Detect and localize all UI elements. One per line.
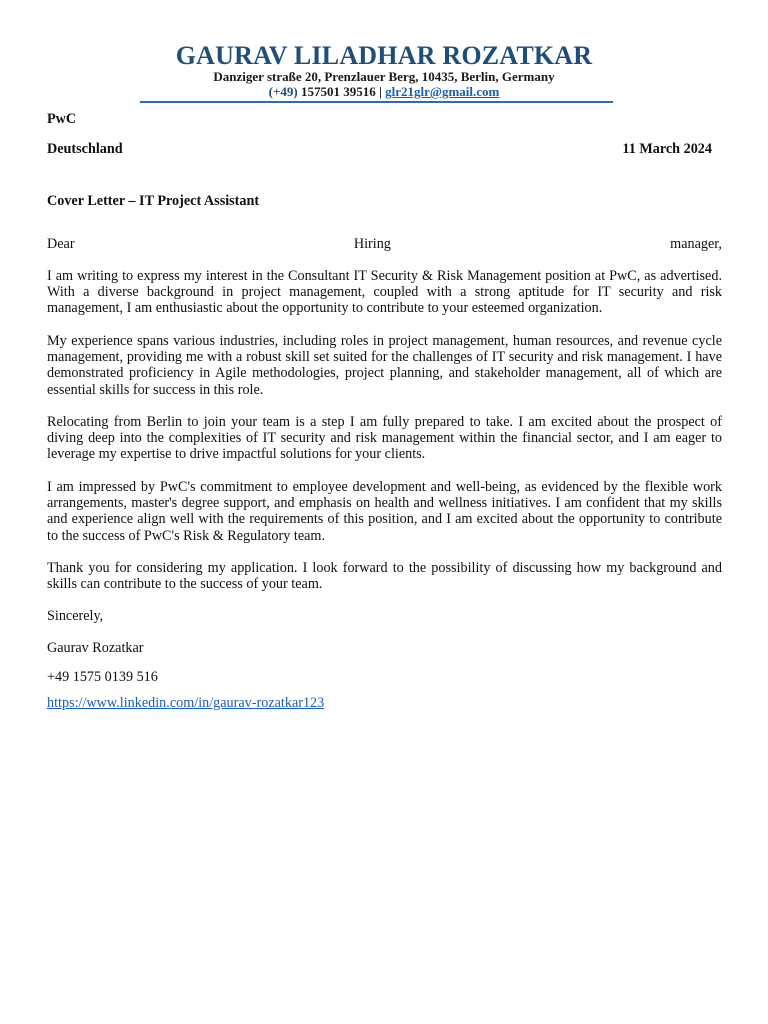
signer-name: Gaurav Rozatkar [47,640,144,656]
closing: Sincerely, [47,608,104,624]
applicant-name: GAURAV LILADHAR ROZATKAR [175,41,593,70]
recipient-company: PwC [47,111,77,127]
salutation-word: Hiring [353,236,391,252]
contact-separator: | [378,84,382,99]
letter-subject: Cover Letter – IT Project Assistant [47,193,260,209]
letter-date: 11 March 2024 [622,141,712,157]
linkedin-row [47,695,722,711]
body-paragraph-3: Relocating from Berlin to join your team is a step I am fully prepared to take. I am excited about the prospect of diving deep into the complexities of IT security and risk management within the financial sector, and I am eager to leverage my expertise to drive impactful solutions for your clients. [47,414,722,463]
salutation-word: Dear [47,236,75,252]
header-divider [140,101,613,103]
body-paragraph-1: I am writing to express my interest in the Consultant IT Security & Risk Management position at PwC, as advertised. With a diverse background in project management, coupled with a strong aptitude for IT security and risk management, I am enthusiastic about the opportunity to contribute to your esteemed organization. [47,268,722,317]
recipient-country: Deutschland [47,141,123,157]
applicant-address: Danziger straße 20, Prenzlauer Berg, 10435, Berlin, Germany [213,69,555,84]
body-paragraph-4: I am impressed by PwC's commitment to employee development and well-being, as evidenced by the flexible work arrangements, master's degree support, and emphasis on health and wellness initiatives. I am confident that my skills and experience align well with the requirements of this position, and I am excited about the opportunity to contribute to the success of PwC's Risk & Regulatory team. [47,479,722,544]
salutation-word: manager, [670,236,722,252]
signer-phone: +49 1575 0139 516 [47,669,158,685]
phone-country-code: (+49) [268,84,298,99]
linkedin-link[interactable]: https://www.linkedin.com/in/gaurav-rozatkar123 [47,695,325,711]
salutation [47,236,722,252]
applicant-contact-line [0,84,768,100]
phone-number: 157501 39516 [300,84,376,99]
body-paragraph-5: Thank you for considering my application. I look forward to the possibility of discussing how my background and skills can contribute to the success of your team. [47,560,722,593]
email-link[interactable]: glr21glr@gmail.com [385,84,500,99]
body-paragraph-2: My experience spans various industries, including roles in project management, human resources, and revenue cycle management, providing me with a robust skill set suited for the challenges of IT security and risk management. I have demonstrated proficiency in Agile methodologies, project planning, and stakeholder management, all of which are essential skills for success in this role. [47,333,722,398]
